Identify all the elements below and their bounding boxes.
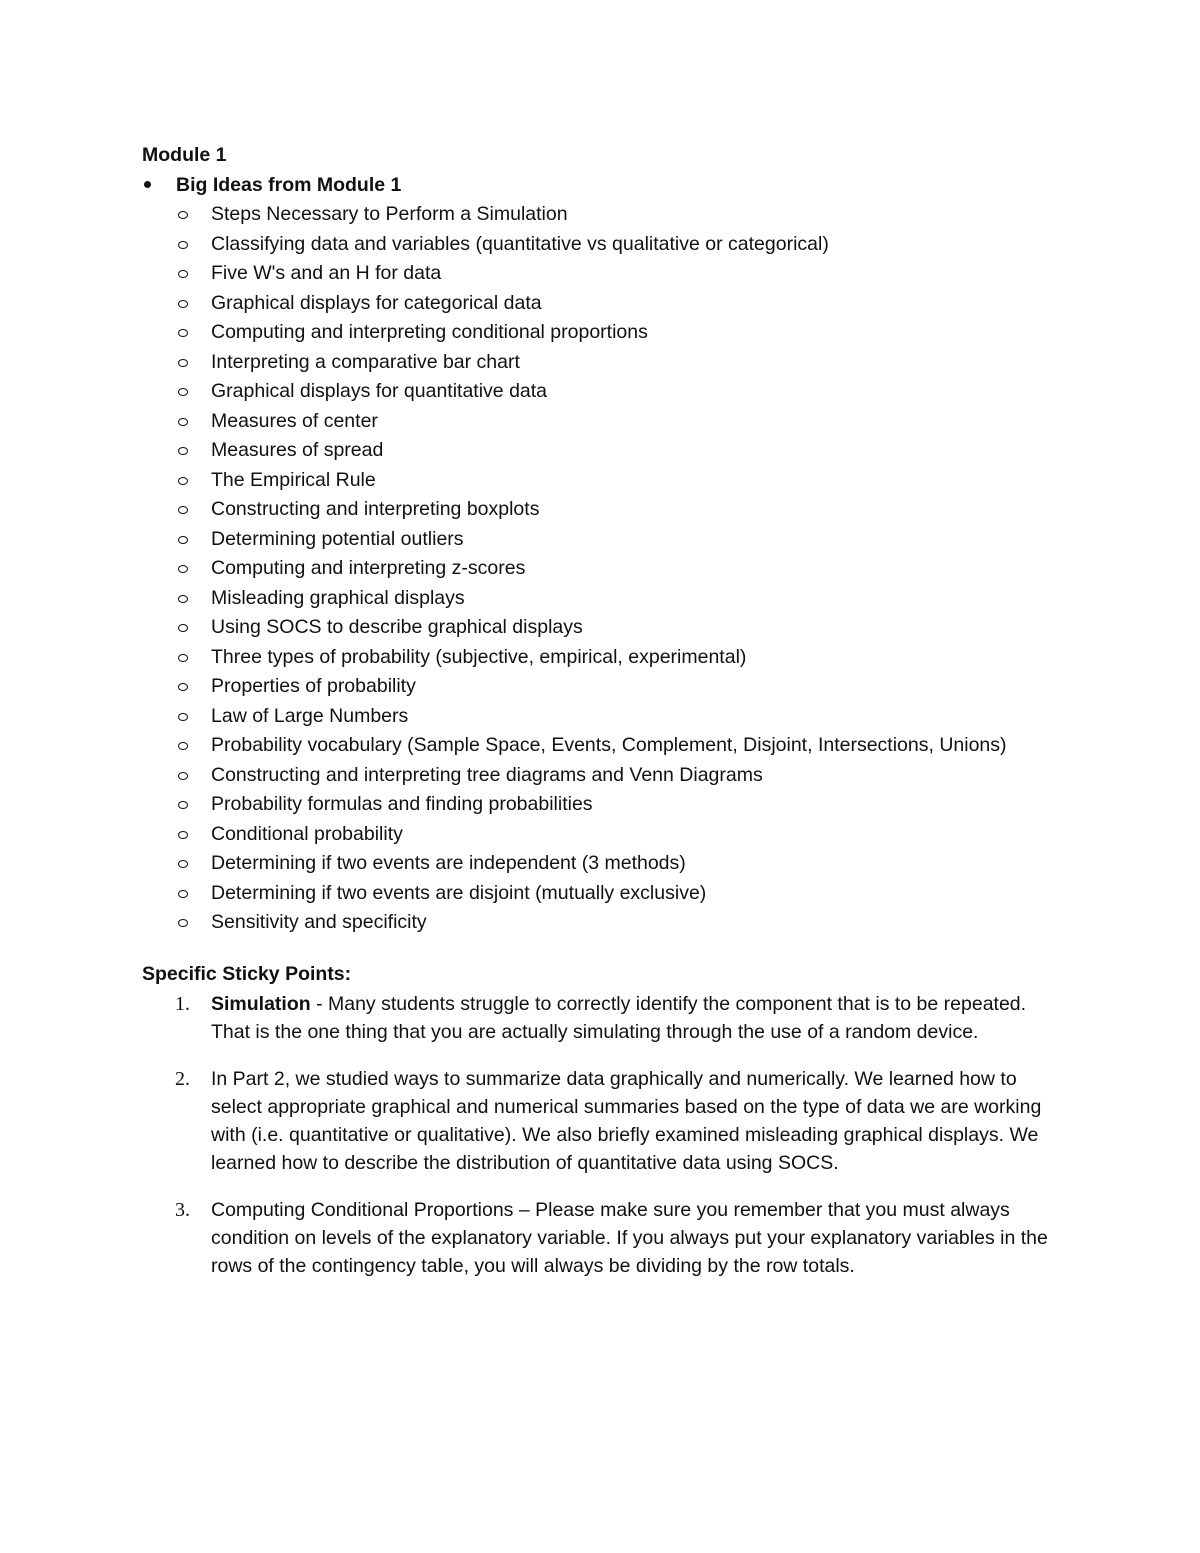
- list-item: [211, 672, 1062, 702]
- disc-bullet-icon: [144, 181, 151, 188]
- list-item-text: Determining potential outliers: [211, 527, 464, 550]
- list-item-text: Steps Necessary to Perform a Simulation: [211, 203, 568, 225]
- circle-bullet-icon: [178, 624, 188, 632]
- list-item-text: Probability vocabulary (Sample Space, Events, Complement, Disjoint, Intersections, Unions): [211, 734, 1007, 756]
- circle-bullet-icon: [178, 388, 188, 396]
- circle-bullet-icon: [178, 359, 188, 367]
- list-item-text: Computing and interpreting conditional proportions: [211, 321, 648, 343]
- circle-bullet-icon: [178, 270, 188, 278]
- list-item-text: Properties of probability: [211, 675, 416, 697]
- list-item-text: Sensitivity and specificity: [211, 911, 427, 933]
- sticky-points-heading: Specific Sticky Points:: [142, 962, 352, 985]
- sticky-point-number: 3.: [175, 1198, 190, 1221]
- list-item-text: Computing and interpreting z-scores: [211, 557, 526, 579]
- list-item: [211, 525, 1062, 555]
- big-ideas-sublist: [142, 200, 1062, 938]
- circle-bullet-icon: [178, 447, 188, 455]
- list-item-text: Measures of center: [211, 409, 378, 432]
- list-item-text: The Empirical Rule: [211, 468, 376, 491]
- list-item-text: Constructing and interpreting tree diagrams and Venn Diagrams: [211, 763, 763, 786]
- list-item-text: Classifying data and variables (quantitative vs qualitative or categorical): [211, 232, 829, 255]
- list-item: [211, 790, 1062, 820]
- list-item: [211, 820, 1062, 850]
- list-item-text: Determining if two events are disjoint (mutually exclusive): [211, 881, 707, 904]
- list-item-text: Graphical displays for categorical data: [211, 291, 542, 314]
- list-item-text: Using SOCS to describe graphical displays: [211, 616, 583, 638]
- circle-bullet-icon: [178, 211, 188, 219]
- list-item: [211, 436, 1062, 466]
- circle-bullet-icon: [178, 565, 188, 573]
- list-item: [211, 849, 1062, 879]
- list-item: [211, 731, 1062, 761]
- circle-bullet-icon: [178, 713, 188, 721]
- circle-bullet-icon: [178, 506, 188, 514]
- list-item-text: Law of Large Numbers: [211, 704, 409, 727]
- list-item-text: Constructing and interpreting boxplots: [211, 498, 540, 520]
- list-item-text: Determining if two events are independent (3 methods): [211, 852, 686, 874]
- list-item: [211, 702, 1062, 732]
- circle-bullet-icon: [178, 772, 188, 780]
- sticky-point: [175, 1196, 1062, 1280]
- circle-bullet-icon: [178, 919, 188, 927]
- list-item: [211, 318, 1062, 348]
- circle-bullet-icon: [178, 477, 188, 485]
- list-item: [211, 466, 1062, 496]
- circle-bullet-icon: [178, 300, 188, 308]
- sticky-point-bold-label: Simulation: [211, 992, 311, 1015]
- circle-bullet-icon: [178, 890, 188, 898]
- big-ideas-list: [142, 170, 1062, 938]
- sticky-point: [175, 990, 1062, 1046]
- module-title: Module 1: [142, 144, 227, 166]
- list-item-text: Misleading graphical displays: [211, 586, 465, 609]
- circle-bullet-icon: [178, 742, 188, 750]
- list-item-text: Interpreting a comparative bar chart: [211, 350, 520, 373]
- sticky-point-text: Computing Conditional Proportions – Please make sure you remember that you must always condition on levels of the explanatory variable. If you always put your explanatory variables in the rows of the contingency table, you will always be dividing by the row totals.: [211, 1198, 1048, 1277]
- list-item: [211, 495, 1062, 525]
- list-item: [211, 879, 1062, 909]
- circle-bullet-icon: [178, 801, 188, 809]
- list-item-text: Graphical displays for quantitative data: [211, 380, 548, 402]
- list-item: [211, 908, 1062, 938]
- circle-bullet-icon: [178, 595, 188, 603]
- circle-bullet-icon: [178, 654, 188, 662]
- sticky-point: [175, 1065, 1062, 1177]
- list-item: [211, 584, 1062, 614]
- sticky-point-number: 1.: [175, 992, 190, 1015]
- list-item-text: Three types of probability (subjective, empirical, experimental): [211, 645, 747, 668]
- document-page: [142, 141, 1062, 1299]
- list-item-text: Five W's and an H for data: [211, 262, 442, 284]
- circle-bullet-icon: [178, 831, 188, 839]
- list-item: [211, 554, 1062, 584]
- circle-bullet-icon: [178, 683, 188, 691]
- sticky-point-text: In Part 2, we studied ways to summarize data graphically and numerically. We learned how to select appropriate graphical and numerical summaries based on the type of data we are working with (i.e. quantitative or qualitative). We also briefly examined misleading graphical displays. We learned how to describe the distribution of quantitative data using SOCS.: [211, 1067, 1042, 1174]
- list-item: [211, 200, 1062, 230]
- list-item: [211, 761, 1062, 791]
- circle-bullet-icon: [178, 536, 188, 544]
- circle-bullet-icon: [178, 860, 188, 868]
- sticky-point-number: 2.: [175, 1067, 190, 1090]
- big-ideas-item: [142, 170, 1062, 938]
- list-item: [211, 613, 1062, 643]
- list-item: [211, 643, 1062, 673]
- list-item: [211, 377, 1062, 407]
- list-item-text: Probability formulas and finding probabilities: [211, 793, 593, 815]
- list-item: [211, 289, 1062, 319]
- circle-bullet-icon: [178, 329, 188, 337]
- sticky-point-text: - Many students struggle to correctly identify the component that is to be repeated. That is the one thing that you are actually simulating through the use of a random device.: [211, 992, 1027, 1043]
- list-item: [211, 407, 1062, 437]
- list-item-text: Conditional probability: [211, 822, 403, 845]
- big-ideas-heading: Big Ideas from Module 1: [176, 174, 402, 196]
- circle-bullet-icon: [178, 241, 188, 249]
- list-item-text: Measures of spread: [211, 439, 384, 461]
- list-item: [211, 348, 1062, 378]
- sticky-points-list: [142, 990, 1062, 1280]
- list-item: [211, 259, 1062, 289]
- circle-bullet-icon: [178, 418, 188, 426]
- big-ideas-row: [142, 170, 1062, 200]
- list-item: [211, 230, 1062, 260]
